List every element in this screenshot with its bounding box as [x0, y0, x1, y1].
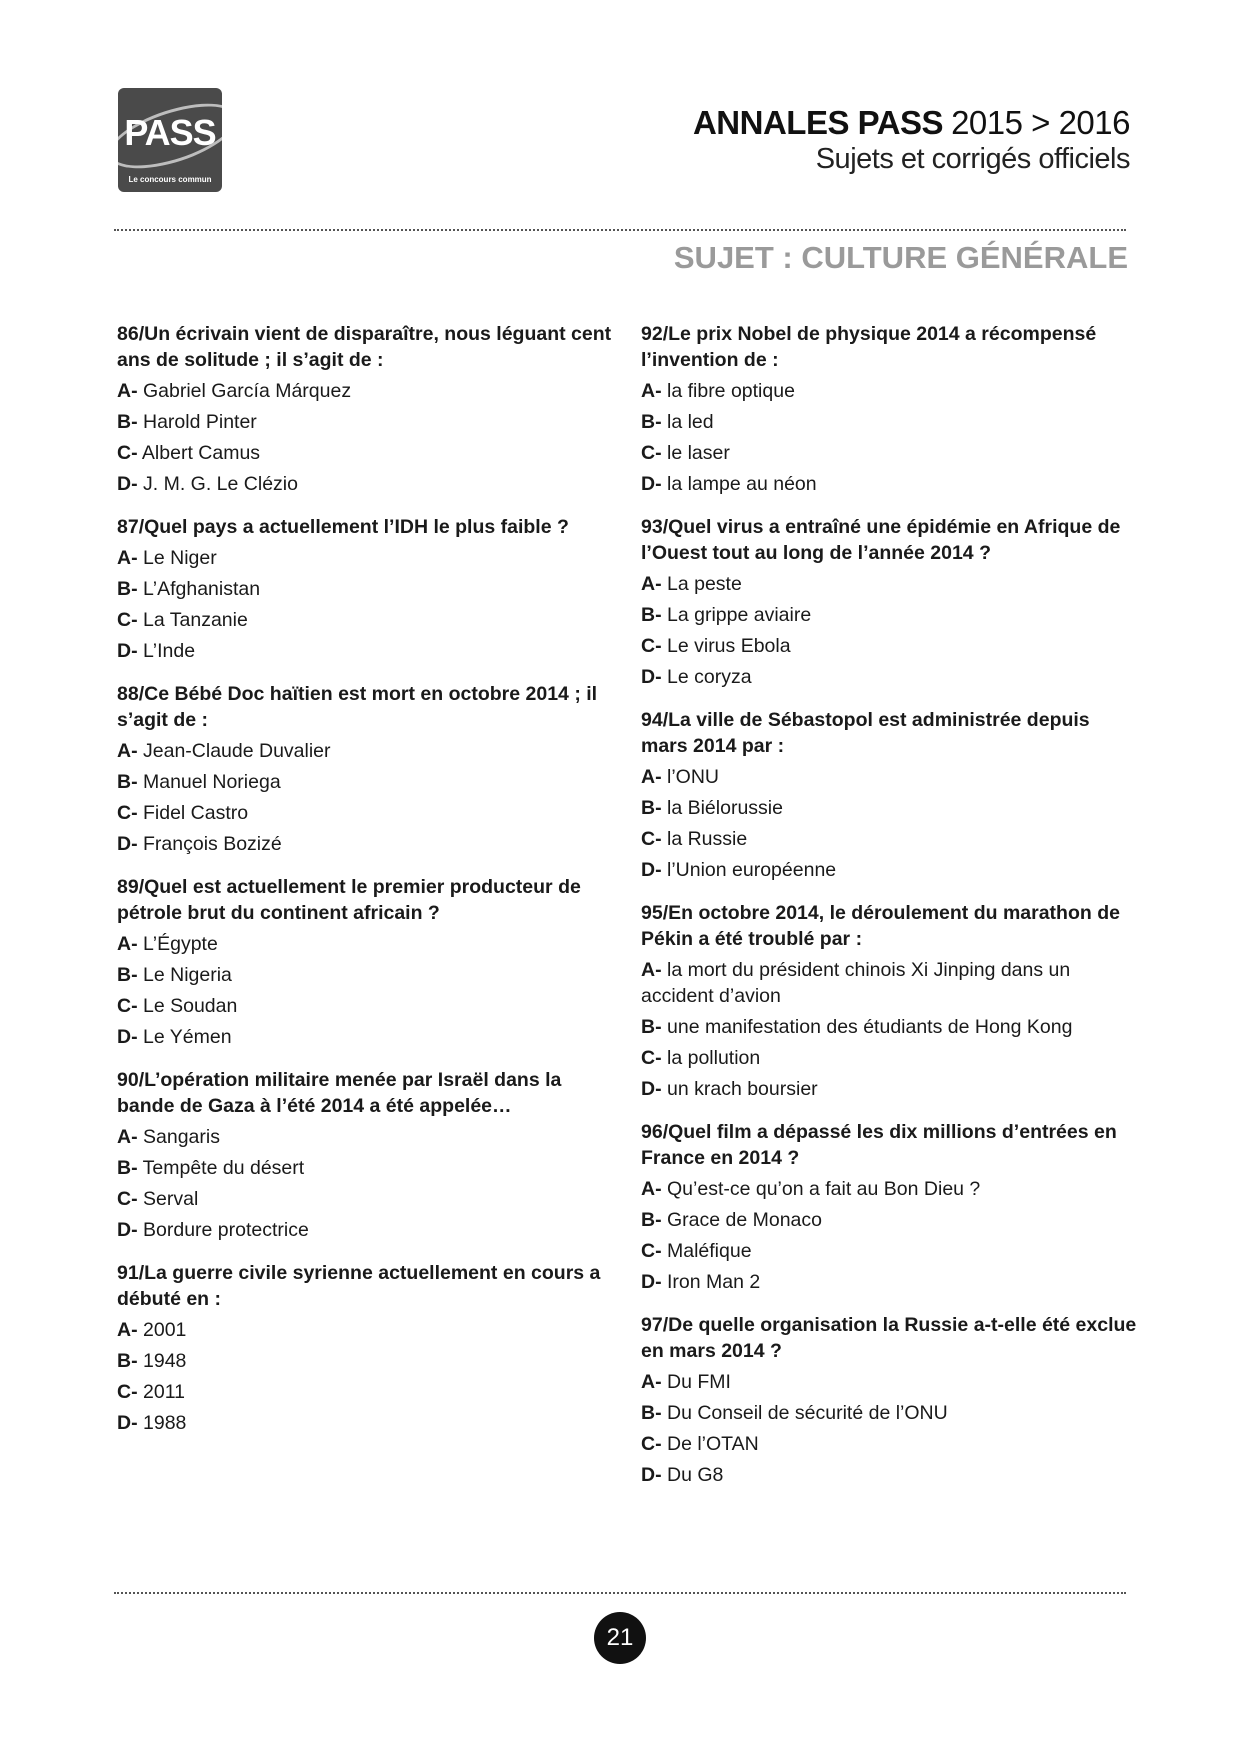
answer-letter: A- — [641, 573, 662, 595]
answer-text: L’Égypte — [143, 933, 218, 955]
answer-text: Du G8 — [667, 1464, 724, 1486]
answer-text: l’Union européenne — [667, 859, 837, 881]
answer-text: L’Afghanistan — [143, 578, 261, 600]
question-block — [117, 681, 617, 857]
question-block — [117, 1260, 617, 1436]
answer-text: la mort du président chinois Xi Jinping dans un accident d’avion — [641, 959, 1071, 1007]
answer-option — [641, 826, 1141, 852]
answer-letter: B- — [117, 964, 138, 986]
answer-letter: B- — [117, 411, 138, 433]
answer-text: Maléfique — [667, 1240, 752, 1262]
answer-letter: D- — [117, 1412, 138, 1434]
header-title — [693, 104, 1130, 142]
column-left — [117, 321, 617, 1453]
header-title-years: 2015 > 2016 — [951, 104, 1130, 141]
answer-option — [117, 378, 617, 404]
answer-text: Qu’est-ce qu’on a fait au Bon Dieu ? — [667, 1178, 981, 1200]
answer-text: Le coryza — [667, 666, 752, 688]
answer-option — [117, 1217, 617, 1243]
answer-text: Gabriel García Márquez — [143, 380, 352, 402]
answer-text: Bordure protectrice — [143, 1219, 309, 1241]
page-number: 21 — [594, 1612, 646, 1664]
answer-letter: D- — [641, 1271, 662, 1293]
answer-text: un krach boursier — [667, 1078, 818, 1100]
answer-text: 1988 — [143, 1412, 187, 1434]
answer-letter: B- — [117, 578, 138, 600]
answer-text: 2011 — [143, 1381, 185, 1403]
question-title: 90/L’opération militaire menée par Israël dans la bande de Gaza à l’été 2014 a été appelée… — [117, 1069, 562, 1117]
answer-text: J. M. G. Le Clézio — [143, 473, 298, 495]
answer-text: Le virus Ebola — [667, 635, 791, 657]
answer-option — [117, 800, 617, 826]
answer-option — [117, 409, 617, 435]
question-title: 97/De quelle organisation la Russie a-t-elle été exclue en mars 2014 ? — [641, 1314, 1137, 1362]
answer-letter: A- — [641, 766, 662, 788]
answer-option — [117, 1124, 617, 1150]
answer-letter: C- — [117, 995, 138, 1017]
answer-text: La peste — [667, 573, 742, 595]
answer-letter: B- — [641, 1209, 662, 1231]
pass-logo — [118, 88, 222, 192]
answer-option — [117, 607, 617, 633]
answer-option — [641, 1045, 1141, 1071]
answer-text: 1948 — [143, 1350, 187, 1372]
answer-letter: D- — [641, 666, 662, 688]
question-block — [641, 900, 1141, 1102]
question-title: 88/Ce Bébé Doc haïtien est mort en octobre 2014 ; il s’agit de : — [117, 683, 598, 731]
answer-letter: B- — [117, 1157, 138, 1179]
answer-letter: C- — [641, 828, 662, 850]
answer-option — [641, 471, 1141, 497]
answer-letter: B- — [117, 1350, 138, 1372]
answer-option — [117, 738, 617, 764]
answer-text: Du Conseil de sécurité de l’ONU — [667, 1402, 948, 1424]
question-title: 92/Le prix Nobel de physique 2014 a récompensé l’invention de : — [641, 323, 1097, 371]
question-block — [641, 514, 1141, 690]
answer-option — [117, 1186, 617, 1212]
answer-letter: A- — [117, 933, 138, 955]
answer-letter: A- — [117, 740, 138, 762]
answer-letter: A- — [117, 1319, 138, 1341]
answer-option — [641, 1400, 1141, 1426]
answer-text: De l’OTAN — [667, 1433, 759, 1455]
question-title: 89/Quel est actuellement le premier producteur de pétrole brut du continent africain ? — [117, 876, 581, 924]
answer-option — [641, 602, 1141, 628]
answer-text: 2001 — [143, 1319, 187, 1341]
question-block — [641, 707, 1141, 883]
answer-text: Jean-Claude Duvalier — [143, 740, 331, 762]
answer-option — [641, 1269, 1141, 1295]
answer-option — [117, 576, 617, 602]
question-block — [117, 1067, 617, 1243]
answer-text: La grippe aviaire — [667, 604, 812, 626]
logo-tagline: Le concours commun — [128, 175, 212, 184]
answer-text: la led — [667, 411, 714, 433]
answer-text: Iron Man 2 — [667, 1271, 761, 1293]
answer-letter: C- — [641, 442, 662, 464]
answer-option — [641, 378, 1141, 404]
question-block — [117, 321, 617, 497]
question-title: 95/En octobre 2014, le déroulement du marathon de Pékin a été troublé par : — [641, 902, 1120, 950]
answer-option — [641, 857, 1141, 883]
answer-text: Le Nigeria — [143, 964, 232, 986]
answer-letter: D- — [641, 473, 662, 495]
subject-title: SUJET : CULTURE GÉNÉRALE — [673, 240, 1128, 275]
answer-option — [641, 1014, 1141, 1040]
answer-option — [117, 931, 617, 957]
answer-letter: C- — [641, 1047, 662, 1069]
answer-letter: D- — [117, 1026, 138, 1048]
answer-option — [117, 638, 617, 664]
answer-option — [641, 795, 1141, 821]
answer-option — [641, 1176, 1141, 1202]
answer-letter: A- — [641, 1371, 662, 1393]
answer-option — [117, 1317, 617, 1343]
answer-text: L’Inde — [143, 640, 196, 662]
header-subtitle: Sujets et corrigés officiels — [815, 143, 1130, 175]
answer-text: La Tanzanie — [143, 609, 248, 631]
answer-text: Albert Camus — [141, 442, 261, 464]
answer-letter: B- — [641, 411, 662, 433]
answer-letter: D- — [117, 1219, 138, 1241]
answer-option — [641, 440, 1141, 466]
answer-text: la pollution — [667, 1047, 761, 1069]
answer-letter: B- — [117, 771, 138, 793]
answer-text: Le Yémen — [143, 1026, 232, 1048]
answer-letter: B- — [641, 604, 662, 626]
column-right — [641, 321, 1141, 1505]
question-block — [117, 874, 617, 1050]
answer-text: Sangaris — [143, 1126, 220, 1148]
answer-text: la Russie — [667, 828, 748, 850]
answer-text: Le Soudan — [143, 995, 238, 1017]
answer-text: Serval — [143, 1188, 199, 1210]
question-title: 86/Un écrivain vient de disparaître, nous léguant cent ans de solitude ; il s’agit de : — [117, 323, 612, 371]
question-title: 87/Quel pays a actuellement l’IDH le plus faible ? — [117, 516, 569, 538]
answer-option — [641, 1462, 1141, 1488]
answer-option — [117, 1155, 617, 1181]
answer-text: François Bozizé — [143, 833, 282, 855]
answer-letter: D- — [117, 473, 138, 495]
answer-letter: A- — [641, 1178, 662, 1200]
answer-letter: B- — [641, 797, 662, 819]
question-block — [117, 514, 617, 664]
question-title: 96/Quel film a dépassé les dix millions d’entrées en France en 2014 ? — [641, 1121, 1117, 1169]
answer-text: une manifestation des étudiants de Hong Kong — [667, 1016, 1073, 1038]
answer-letter: C- — [641, 635, 662, 657]
answer-option — [641, 409, 1141, 435]
answer-option — [117, 769, 617, 795]
answer-letter: C- — [117, 442, 138, 464]
answer-letter: A- — [641, 380, 662, 402]
answer-letter: D- — [117, 640, 138, 662]
answer-text: le laser — [667, 442, 730, 464]
answer-text: la fibre optique — [667, 380, 795, 402]
answer-option — [117, 471, 617, 497]
answer-option — [117, 993, 617, 1019]
answer-letter: C- — [117, 609, 138, 631]
answer-letter: D- — [117, 833, 138, 855]
answer-option — [641, 664, 1141, 690]
answer-text: Du FMI — [667, 1371, 731, 1393]
question-title: 93/Quel virus a entraîné une épidémie en Afrique de l’Ouest tout au long de l’année 2014 ? — [641, 516, 1121, 564]
footer-divider — [114, 1592, 1126, 1594]
question-block — [641, 321, 1141, 497]
answer-letter: A- — [117, 1126, 138, 1148]
answer-text: Grace de Monaco — [667, 1209, 823, 1231]
answer-text: la lampe au néon — [667, 473, 817, 495]
answer-letter: C- — [641, 1240, 662, 1262]
question-block — [641, 1119, 1141, 1295]
answer-option — [117, 545, 617, 571]
answer-text: la Biélorussie — [667, 797, 783, 819]
answer-option — [641, 1207, 1141, 1233]
answer-text: Fidel Castro — [143, 802, 249, 824]
answer-letter: C- — [117, 802, 138, 824]
answer-option — [641, 957, 1141, 1009]
answer-text: Tempête du désert — [142, 1157, 305, 1179]
answer-option — [641, 1431, 1141, 1457]
answer-option — [641, 633, 1141, 659]
header-divider — [114, 229, 1126, 231]
answer-text: Le Niger — [143, 547, 217, 569]
logo-text: PASS — [124, 112, 216, 153]
answer-letter: D- — [641, 1078, 662, 1100]
answer-letter: C- — [117, 1188, 138, 1210]
answer-letter: D- — [641, 859, 662, 881]
answer-option — [117, 1348, 617, 1374]
answer-letter: A- — [117, 380, 138, 402]
header-title-bold: ANNALES PASS — [692, 104, 944, 141]
answer-text: Manuel Noriega — [143, 771, 281, 793]
answer-letter: C- — [117, 1381, 138, 1403]
answer-text: Harold Pinter — [143, 411, 257, 433]
answer-letter: D- — [641, 1464, 662, 1486]
answer-option — [117, 1410, 617, 1436]
answer-option — [641, 571, 1141, 597]
answer-option — [117, 1024, 617, 1050]
question-block — [641, 1312, 1141, 1488]
question-title: 91/La guerre civile syrienne actuellement en cours a débuté en : — [117, 1262, 601, 1310]
answer-letter: C- — [641, 1433, 662, 1455]
answer-letter: B- — [641, 1016, 662, 1038]
answer-letter: A- — [641, 959, 662, 981]
answer-option — [641, 1369, 1141, 1395]
answer-option — [641, 1238, 1141, 1264]
answer-option — [641, 764, 1141, 790]
answer-option — [117, 962, 617, 988]
answer-option — [117, 1379, 617, 1405]
answer-text: l’ONU — [667, 766, 719, 788]
question-title: 94/La ville de Sébastopol est administrée depuis mars 2014 par : — [641, 709, 1090, 757]
answer-option — [117, 440, 617, 466]
answer-letter: B- — [641, 1402, 662, 1424]
answer-option — [117, 831, 617, 857]
answer-option — [641, 1076, 1141, 1102]
answer-letter: A- — [117, 547, 138, 569]
